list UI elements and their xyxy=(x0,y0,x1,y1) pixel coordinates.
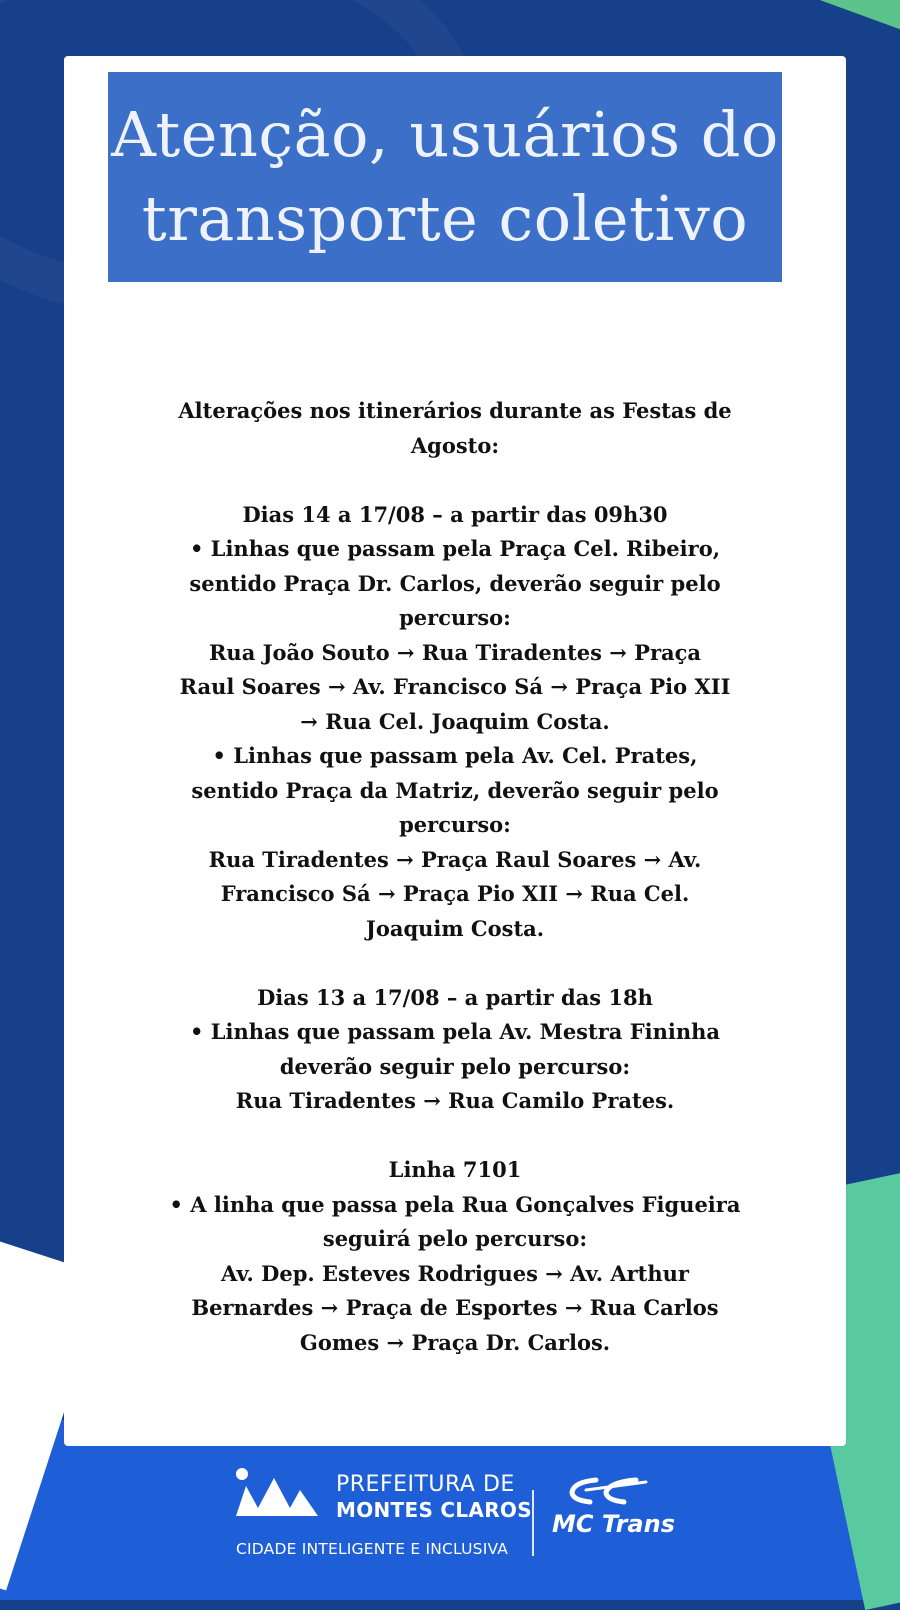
text-line: sentido Praça da Matriz, deverão seguir pelo xyxy=(191,777,719,803)
text-line: → Rua Cel. Joaquim Costa. xyxy=(300,708,610,734)
title-banner xyxy=(108,72,782,282)
section-heading: Dias 13 a 17/08 – a partir das 18h xyxy=(257,984,653,1010)
mctrans-logo-icon xyxy=(566,1476,650,1506)
prefeitura-name-line-1: PREFEITURA DE xyxy=(336,1472,515,1497)
text-line: Joaquim Costa. xyxy=(365,915,545,941)
notice-body xyxy=(104,394,806,1360)
prefeitura-slogan: CIDADE INTELIGENTE E INCLUSIVA xyxy=(236,1540,509,1558)
text-line: Raul Soares → Av. Francisco Sá → Praça Pio XII xyxy=(179,674,731,699)
text-line: • Linhas que passam pela Praça Cel. Ribeiro, xyxy=(189,536,721,561)
text-line: Bernardes → Praça de Esportes → Rua Carlos xyxy=(191,1295,719,1320)
background-green-accent-top xyxy=(813,0,900,39)
title-line-2: transporte coletivo xyxy=(141,182,749,255)
section-heading: Dias 14 a 17/08 – a partir das 09h30 xyxy=(242,501,668,527)
text-line: Francisco Sá → Praça Pio XII → Rua Cel. xyxy=(220,881,690,906)
prefeitura-name-line-2: MONTES CLAROS xyxy=(336,1498,532,1522)
intro-line: Alterações nos itinerários durante as Festas de xyxy=(178,398,732,423)
text-line: percurso: xyxy=(399,812,511,837)
intro-line: Agosto: xyxy=(410,432,500,458)
text-line: deverão seguir pelo percurso: xyxy=(279,1053,631,1079)
text-line: Av. Dep. Esteves Rodrigues → Av. Arthur xyxy=(221,1260,689,1286)
section-heading: Linha 7101 xyxy=(388,1157,522,1182)
text-line: percurso: xyxy=(399,605,511,630)
notice-card xyxy=(64,56,846,1446)
mctrans-name: MC Trans xyxy=(552,1510,675,1538)
text-line: • Linhas que passam pela Av. Cel. Prates, xyxy=(212,743,698,768)
text-line: sentido Praça Dr. Carlos, deverão seguir pelo xyxy=(189,570,721,596)
title-line-1: Atenção, usuários do xyxy=(111,98,779,171)
text-line: Rua Tiradentes → Rua Camilo Prates. xyxy=(235,1088,675,1113)
text-line: • Linhas que passam pela Av. Mestra Fininha xyxy=(190,1019,720,1044)
footer xyxy=(0,1460,900,1600)
text-line: Rua Tiradentes → Praça Raul Soares → Av. xyxy=(208,846,702,872)
text-line: Gomes → Praça Dr. Carlos. xyxy=(299,1329,611,1355)
text-line: • A linha que passa pela Rua Gonçalves Figueira xyxy=(169,1191,741,1217)
footer-divider xyxy=(532,1490,534,1556)
text-line: seguirá pelo percurso: xyxy=(322,1226,588,1251)
text-line: Rua João Souto → Rua Tiradentes → Praça xyxy=(208,639,702,665)
prefeitura-logo-icon xyxy=(234,1468,320,1518)
page-title xyxy=(111,93,779,261)
